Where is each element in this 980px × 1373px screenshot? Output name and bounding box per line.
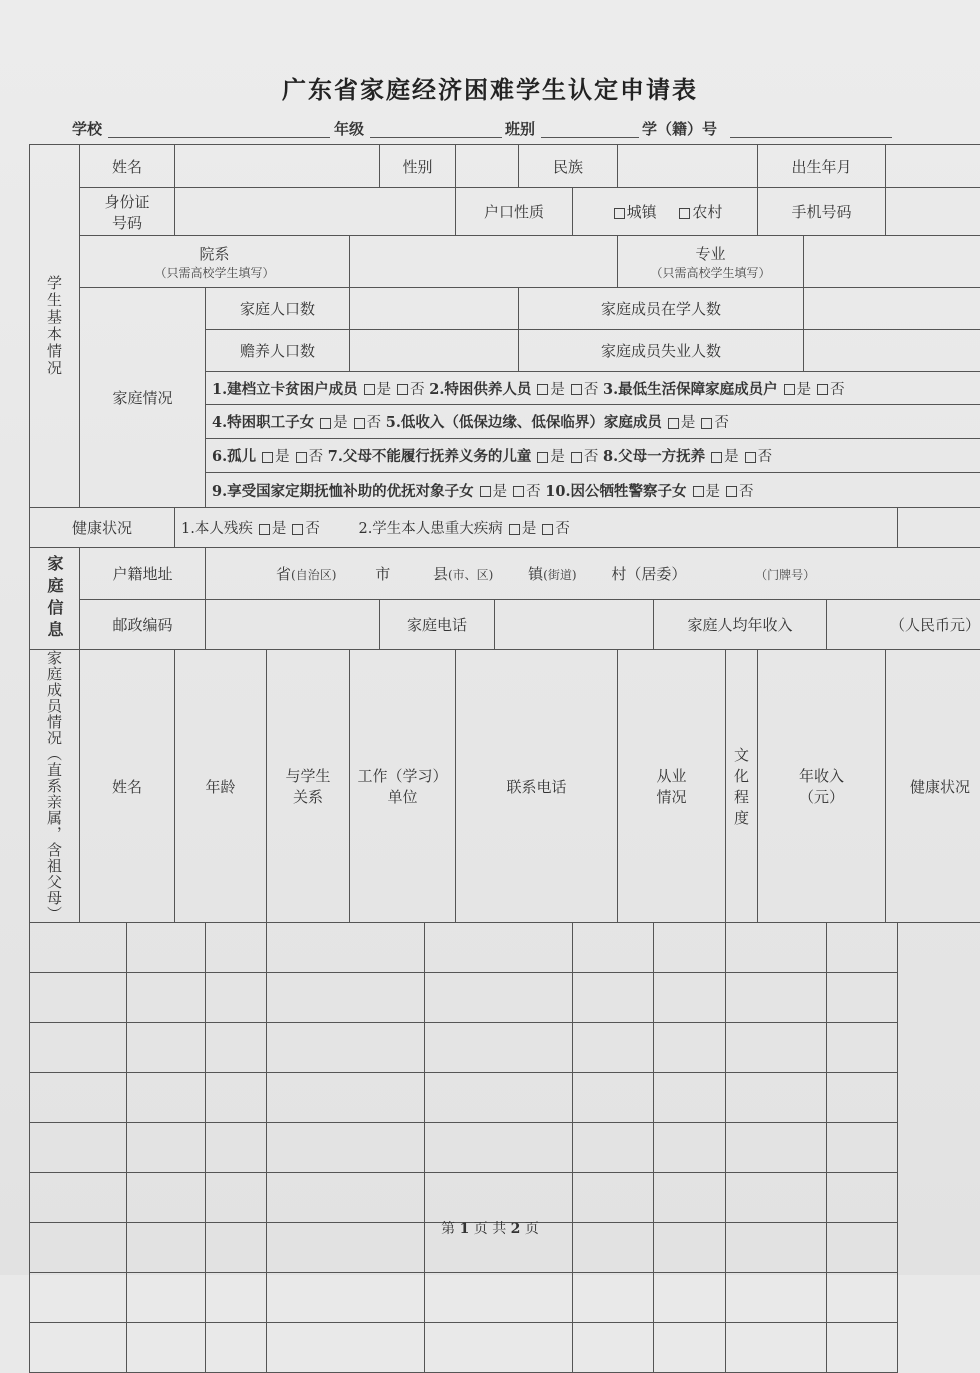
item7-yes-checkbox[interactable] <box>537 452 548 463</box>
member-cell[interactable] <box>127 1073 206 1123</box>
member-cell[interactable] <box>127 923 206 973</box>
ethnicity-cell[interactable] <box>618 145 758 188</box>
dependents-label: 赡养人口数 <box>206 330 350 372</box>
member-cell[interactable] <box>267 1173 425 1223</box>
member-cell[interactable] <box>206 1173 267 1223</box>
unemployed-cell[interactable] <box>804 330 980 372</box>
member-row <box>30 1073 980 1123</box>
section-family-info: 家庭信息 <box>30 548 80 650</box>
member-cell[interactable] <box>206 973 267 1023</box>
member-cell[interactable] <box>573 1173 654 1223</box>
member-cell[interactable] <box>726 1023 827 1073</box>
name-cell[interactable] <box>175 145 380 188</box>
member-cell[interactable] <box>573 923 654 973</box>
member-cell[interactable] <box>726 1073 827 1123</box>
address-label: 户籍地址 <box>80 548 206 600</box>
member-cell[interactable] <box>654 1273 726 1323</box>
item5-yes-checkbox[interactable] <box>668 418 679 429</box>
home-phone-label: 家庭电话 <box>380 600 495 650</box>
col-income: 年收入 （元） <box>758 650 886 923</box>
member-cell[interactable] <box>827 1173 898 1223</box>
member-cell[interactable] <box>127 1173 206 1223</box>
item4-yes-checkbox[interactable] <box>320 418 331 429</box>
item2-no-checkbox[interactable] <box>571 384 582 395</box>
member-cell[interactable] <box>267 1023 425 1073</box>
phone-label: 手机号码 <box>758 188 886 236</box>
section-basic-info: 学生基本情况 <box>30 145 80 508</box>
member-cell[interactable] <box>654 1023 726 1073</box>
birth-label: 出生年月 <box>758 145 886 188</box>
per-capita-income-label: 家庭人均年收入 <box>654 600 827 650</box>
member-cell[interactable] <box>425 973 573 1023</box>
students-in-family-label: 家庭成员在学人数 <box>519 288 804 330</box>
page-footer: 第 1 页 共 2 页 <box>0 1218 980 1238</box>
col-age: 年龄 <box>175 650 267 923</box>
town-checkbox[interactable] <box>614 208 625 219</box>
students-in-family-cell[interactable] <box>804 288 980 330</box>
postal-cell[interactable] <box>206 600 380 650</box>
postal-label: 邮政编码 <box>80 600 206 650</box>
col-name: 姓名 <box>80 650 175 923</box>
item8-yes-checkbox[interactable] <box>711 452 722 463</box>
household-size-cell[interactable] <box>350 288 519 330</box>
col-employer: 工作（学习）单位 <box>350 650 456 923</box>
family-options-row-3: 6.孤儿 是 否 7.父母不能履行抚养义务的儿童 是 否 8.父母一方抚养 是 否 <box>206 439 980 473</box>
major-cell[interactable] <box>804 236 980 288</box>
member-cell[interactable] <box>206 1023 267 1073</box>
section-family-members: 家庭成员情况（直系亲属，含祖父母） <box>30 650 80 923</box>
hukou-label: 户口性质 <box>456 188 573 236</box>
department-cell[interactable] <box>350 236 618 288</box>
col-education: 文化 程度 <box>726 650 758 923</box>
household-size-label: 家庭人口数 <box>206 288 350 330</box>
member-cell[interactable] <box>827 973 898 1023</box>
col-occupation: 从业 情况 <box>618 650 726 923</box>
member-cell[interactable] <box>30 1123 127 1173</box>
family-situation-label: 家庭情况 <box>80 288 206 508</box>
disability-yes-checkbox[interactable] <box>259 524 270 535</box>
member-cell[interactable] <box>267 1323 425 1373</box>
birth-cell[interactable] <box>886 145 980 188</box>
class-label: 班别 <box>505 118 535 139</box>
member-row <box>30 973 980 1023</box>
member-row <box>30 1323 980 1373</box>
member-cell[interactable] <box>127 973 206 1023</box>
member-cell[interactable] <box>654 1123 726 1173</box>
col-health: 健康状况 <box>886 650 980 923</box>
family-options-row-1: 1.建档立卡贫困户成员 是 否 2.特困供养人员 是 否 3.最低生活保障家庭成员户 是 否 <box>206 372 980 405</box>
school-field[interactable] <box>108 137 330 138</box>
member-cell[interactable] <box>30 923 127 973</box>
school-label: 学校 <box>72 118 102 139</box>
member-cell[interactable] <box>30 1073 127 1123</box>
col-phone: 联系电话 <box>456 650 618 923</box>
member-cell[interactable] <box>30 1273 127 1323</box>
family-options-row-2: 4.特困职工子女 是 否 5.低收入（低保边缘、低保临界）家庭成员 是 否 <box>206 405 980 439</box>
member-cell[interactable] <box>726 923 827 973</box>
grade-label: 年级 <box>334 118 364 139</box>
item9-no-checkbox[interactable] <box>513 486 524 497</box>
member-cell[interactable] <box>573 1023 654 1073</box>
health-label: 健康状况 <box>30 508 175 548</box>
member-cell[interactable] <box>425 1173 573 1223</box>
hukou-options: 城镇 农村 <box>573 188 758 236</box>
member-cell[interactable] <box>206 1323 267 1373</box>
ethnicity-label: 民族 <box>519 145 618 188</box>
member-cell[interactable] <box>654 923 726 973</box>
member-cell[interactable] <box>726 1123 827 1173</box>
grade-field[interactable] <box>370 137 502 138</box>
home-phone-cell[interactable] <box>495 600 654 650</box>
member-cell[interactable] <box>726 1273 827 1323</box>
col-relation: 与学生 关系 <box>267 650 350 923</box>
member-cell[interactable] <box>425 1273 573 1323</box>
member-cell[interactable] <box>654 1323 726 1373</box>
member-cell[interactable] <box>573 1073 654 1123</box>
illness-no-checkbox[interactable] <box>542 524 553 535</box>
name-label: 姓名 <box>80 145 175 188</box>
unemployed-label: 家庭成员失业人数 <box>519 330 804 372</box>
member-cell[interactable] <box>206 1123 267 1173</box>
item2-yes-checkbox[interactable] <box>537 384 548 395</box>
item6-no-checkbox[interactable] <box>296 452 307 463</box>
member-cell[interactable] <box>827 1123 898 1173</box>
class-field[interactable] <box>541 137 639 138</box>
illness-yes-checkbox[interactable] <box>509 524 520 535</box>
id-card-cell[interactable] <box>175 188 456 236</box>
gender-cell[interactable] <box>456 145 519 188</box>
per-capita-income-cell[interactable]: （人民币元） <box>827 600 980 650</box>
member-cell[interactable] <box>425 1123 573 1173</box>
member-row <box>30 1173 980 1223</box>
student-id-field[interactable] <box>730 137 892 138</box>
form-title: 广东省家庭经济困难学生认定申请表 <box>0 70 980 105</box>
member-cell[interactable] <box>827 1073 898 1123</box>
member-cell[interactable] <box>726 973 827 1023</box>
member-cell[interactable] <box>726 1323 827 1373</box>
member-cell[interactable] <box>654 973 726 1023</box>
item4-no-checkbox[interactable] <box>354 418 365 429</box>
member-cell[interactable] <box>30 973 127 1023</box>
member-cell[interactable] <box>267 973 425 1023</box>
disability-no-checkbox[interactable] <box>292 524 303 535</box>
member-cell[interactable] <box>30 1323 127 1373</box>
member-cell[interactable] <box>206 923 267 973</box>
member-cell[interactable] <box>127 1323 206 1373</box>
major-label: 专业 （只需高校学生填写） <box>618 236 804 288</box>
member-cell[interactable] <box>425 923 573 973</box>
member-cell[interactable] <box>127 1273 206 1323</box>
member-cell[interactable] <box>654 1073 726 1123</box>
member-cell[interactable] <box>127 1023 206 1073</box>
department-label: 院系 （只需高校学生填写） <box>80 236 350 288</box>
member-cell[interactable] <box>726 1173 827 1223</box>
application-form-table <box>29 144 980 1373</box>
member-cell[interactable] <box>30 1173 127 1223</box>
member-cell[interactable] <box>425 1073 573 1123</box>
member-cell[interactable] <box>267 1073 425 1123</box>
member-row <box>30 1023 980 1073</box>
family-options-row-4: 9.享受国家定期抚恤补助的优抚对象子女 是 否 10.因公牺牲警察子女 是 否 <box>206 473 980 508</box>
member-cell[interactable] <box>827 1323 898 1373</box>
member-cell[interactable] <box>573 1273 654 1323</box>
item3-no-checkbox[interactable] <box>817 384 828 395</box>
member-cell[interactable] <box>827 1023 898 1073</box>
member-cell[interactable] <box>206 1273 267 1323</box>
item6-yes-checkbox[interactable] <box>262 452 273 463</box>
item7-no-checkbox[interactable] <box>571 452 582 463</box>
member-row <box>30 1123 980 1173</box>
member-row <box>30 923 980 973</box>
item1-yes-checkbox[interactable] <box>364 384 375 395</box>
phone-cell[interactable] <box>886 188 980 236</box>
member-cell[interactable] <box>267 1123 425 1173</box>
id-card-label: 身份证 号码 <box>80 188 175 236</box>
member-cell[interactable] <box>573 973 654 1023</box>
student-id-label: 学（籍）号 <box>642 118 717 139</box>
item1-no-checkbox[interactable] <box>397 384 408 395</box>
member-cell[interactable] <box>30 1023 127 1073</box>
member-cell[interactable] <box>425 1323 573 1373</box>
member-cell[interactable] <box>425 1023 573 1073</box>
member-row <box>30 1273 980 1323</box>
gender-label: 性别 <box>380 145 456 188</box>
dependents-cell[interactable] <box>350 330 519 372</box>
item10-yes-checkbox[interactable] <box>693 486 704 497</box>
address-cell[interactable]: 省(自治区) 市 县(市、区) 镇(街道) 村（居委） （门牌号） <box>206 548 980 600</box>
member-cell[interactable] <box>267 1273 425 1323</box>
health-options: 1.本人残疾 是 否 2.学生本人患重大疾病 是 否 <box>175 508 898 548</box>
member-cell[interactable] <box>206 1073 267 1123</box>
member-cell[interactable] <box>827 923 898 973</box>
item8-no-checkbox[interactable] <box>745 452 756 463</box>
item10-no-checkbox[interactable] <box>726 486 737 497</box>
member-cell[interactable] <box>827 1273 898 1323</box>
member-cell[interactable] <box>267 923 425 973</box>
item3-yes-checkbox[interactable] <box>784 384 795 395</box>
rural-checkbox[interactable] <box>679 208 690 219</box>
member-cell[interactable] <box>127 1123 206 1173</box>
item9-yes-checkbox[interactable] <box>480 486 491 497</box>
member-cell[interactable] <box>654 1173 726 1223</box>
member-cell[interactable] <box>573 1123 654 1173</box>
member-cell[interactable] <box>573 1323 654 1373</box>
item5-no-checkbox[interactable] <box>701 418 712 429</box>
